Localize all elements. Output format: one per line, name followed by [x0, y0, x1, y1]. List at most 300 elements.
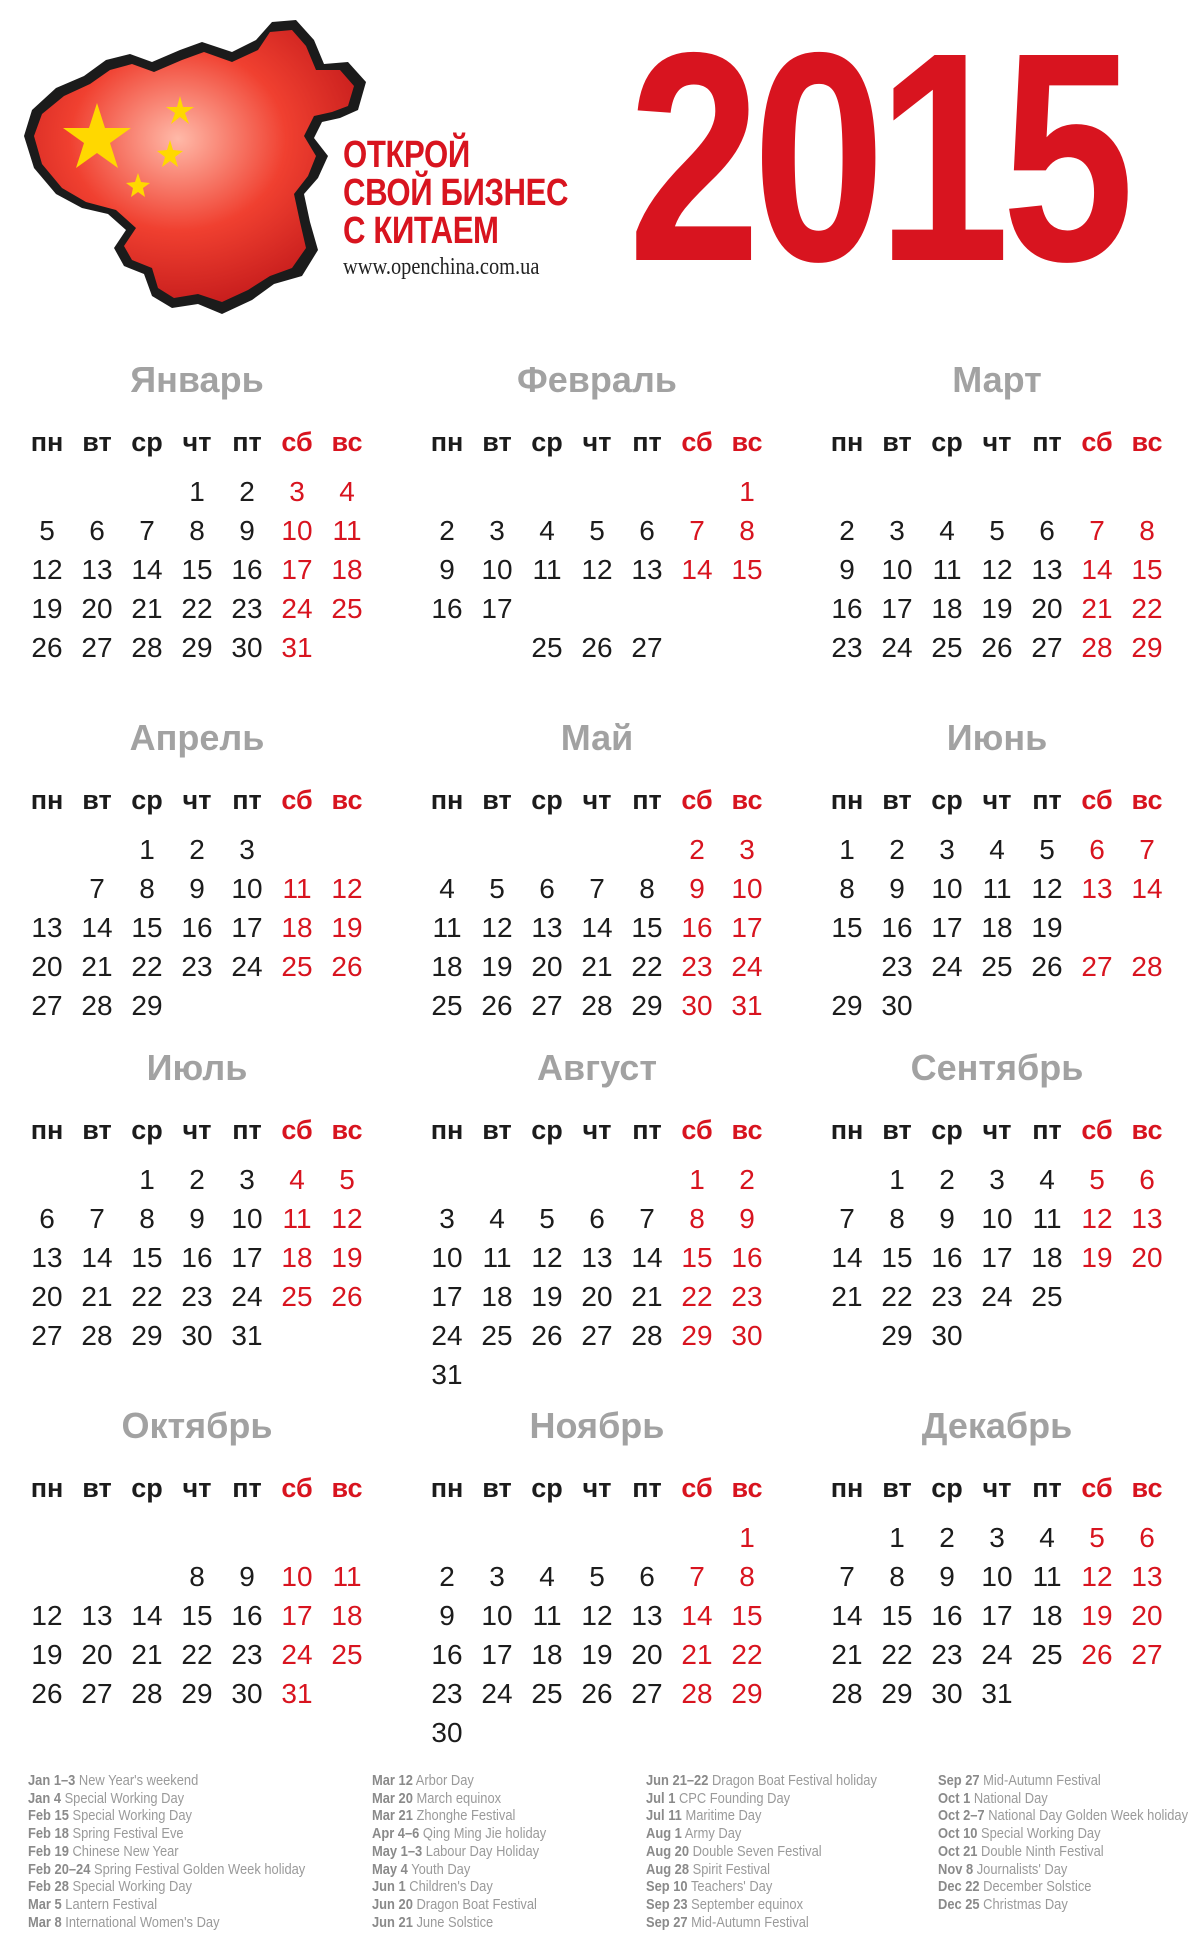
holiday-text: Maritime Day — [681, 1807, 762, 1825]
day-cell: 24 — [981, 1281, 1013, 1312]
day-cell: 15 — [881, 1600, 913, 1631]
day-cell: 6 — [589, 1203, 605, 1234]
day-cell: 8 — [189, 1561, 205, 1592]
day-cell: 5 — [589, 515, 605, 546]
day-cell: 16 — [181, 1242, 213, 1273]
weekday-label: пт — [1032, 1115, 1062, 1145]
day-cell: 8 — [639, 873, 655, 904]
weekday-label: вс — [731, 1473, 763, 1503]
day-cell: 17 — [881, 593, 913, 624]
holiday-date: Mar 5 — [28, 1895, 62, 1913]
day-cell: 25 — [481, 1320, 513, 1351]
holiday-day: 6 — [72, 1557, 122, 1596]
day-cell: 22 — [181, 593, 213, 624]
holiday-text: Christmas Day — [979, 1895, 1068, 1913]
day-cell: 9 — [889, 873, 905, 904]
day-cell: 6 — [1139, 1522, 1155, 1553]
day-cell: 8 — [689, 1203, 705, 1234]
day-cell: 15 — [131, 1242, 163, 1273]
holiday-date: Oct 1 — [938, 1789, 971, 1807]
holiday-text: Special Working Day — [60, 1789, 185, 1807]
day-cell: 12 — [1081, 1203, 1113, 1234]
day-cell: 29 — [131, 990, 163, 1021]
weekday-label: сб — [1081, 1115, 1113, 1145]
day-cell: 7 — [1139, 834, 1155, 865]
day-cell: 1 — [889, 1522, 905, 1553]
holiday-day: 4 — [272, 830, 322, 869]
weekday-label: сб — [1081, 427, 1113, 457]
holiday-text: Dragon Boat Festival — [412, 1895, 537, 1913]
holiday-item — [646, 1790, 877, 1808]
day-cell: 10 — [481, 554, 513, 585]
day-cell: 3 — [889, 515, 905, 546]
weekday-label: сб — [281, 1115, 313, 1145]
holiday-day: 21 — [1122, 908, 1172, 947]
day-cell: 17 — [431, 1281, 463, 1312]
holiday-item — [372, 1772, 546, 1790]
day-cell: 10 — [981, 1561, 1013, 1592]
day-cell: 2 — [239, 476, 255, 507]
day-cell: 5 — [1089, 1164, 1105, 1195]
day-cell: 3 — [489, 515, 505, 546]
weekday-label: вс — [731, 427, 763, 457]
day-cell: 20 — [1131, 1242, 1163, 1273]
day-cell: 3 — [239, 1164, 255, 1195]
holiday-text: CPC Founding Day — [675, 1789, 791, 1807]
weekday-label: ср — [531, 427, 563, 457]
weekday-label: сб — [1081, 785, 1113, 815]
day-cell: 17 — [981, 1600, 1013, 1631]
day-cell: 21 — [131, 593, 163, 624]
day-cell: 20 — [31, 951, 63, 982]
holiday-date: Nov 8 — [938, 1860, 974, 1878]
weekday-label: вт — [82, 785, 112, 815]
day-cell: 23 — [881, 951, 913, 982]
day-cell: 30 — [431, 1717, 463, 1748]
holiday-text: Mid-Autumn Festival — [687, 1913, 809, 1931]
holiday-item — [28, 1843, 305, 1861]
day-cell: 21 — [581, 951, 613, 982]
day-cell: 7 — [689, 1561, 705, 1592]
weekday-label: пт — [632, 785, 662, 815]
day-cell: 25 — [331, 593, 363, 624]
weekday-label: пт — [632, 1115, 662, 1145]
day-cell: 24 — [481, 1678, 513, 1709]
holiday-date: Dec 22 — [938, 1878, 980, 1896]
day-cell: 15 — [181, 554, 213, 585]
day-cell: 14 — [681, 1600, 713, 1631]
weekday-label: пн — [430, 785, 464, 815]
day-cell: 21 — [831, 1281, 863, 1312]
weekday-label: чт — [582, 427, 612, 457]
day-cell: 26 — [31, 632, 63, 663]
day-cell: 2 — [439, 515, 455, 546]
month-name: Май — [560, 717, 634, 758]
day-cell: 4 — [539, 1561, 555, 1592]
day-cell: 30 — [181, 1320, 213, 1351]
holiday-day: 5 — [322, 830, 372, 869]
day-cell: 16 — [431, 593, 463, 624]
day-cell: 2 — [739, 1164, 755, 1195]
day-cell: 25 — [331, 1639, 363, 1670]
day-cell: 17 — [481, 593, 513, 624]
holiday-day: 28 — [822, 1316, 872, 1355]
day-cell: 3 — [989, 1522, 1005, 1553]
holiday-item — [646, 1807, 877, 1825]
day-cell: 9 — [939, 1561, 955, 1592]
holiday-text: National Day — [970, 1789, 1048, 1807]
weekday-label: вт — [482, 1115, 512, 1145]
holiday-text: Special Working Day — [68, 1807, 192, 1825]
day-cell: 7 — [1089, 515, 1105, 546]
weekday-label: сб — [1081, 1473, 1113, 1503]
month-name: Январь — [130, 359, 264, 400]
day-cell: 28 — [1081, 632, 1113, 663]
day-cell: 30 — [681, 990, 713, 1021]
weekday-label: пт — [232, 427, 262, 457]
day-cell: 26 — [531, 1320, 563, 1351]
day-cell: 4 — [539, 515, 555, 546]
day-cell: 17 — [931, 912, 963, 943]
day-cell: 11 — [982, 873, 1012, 904]
day-cell: 10 — [231, 1203, 263, 1234]
weekday-label: вс — [331, 1473, 363, 1503]
holiday-date: Feb 28 — [28, 1878, 69, 1896]
day-cell: 6 — [639, 1561, 655, 1592]
day-cell: 5 — [489, 873, 505, 904]
holiday-day: 7 — [122, 1557, 172, 1596]
day-cell: 9 — [189, 1203, 205, 1234]
holiday-text: Spring Festival Eve — [68, 1825, 184, 1843]
holiday-item — [646, 1772, 877, 1790]
day-cell: 17 — [281, 1600, 313, 1631]
day-cell: 19 — [1031, 912, 1063, 943]
holiday-date: Aug 20 — [646, 1842, 690, 1860]
day-cell: 15 — [631, 912, 663, 943]
day-cell: 17 — [231, 1242, 263, 1273]
day-cell: 6 — [1139, 1164, 1155, 1195]
weekday-label: пн — [830, 1473, 864, 1503]
holiday-day: 24 — [472, 628, 522, 667]
day-cell: 30 — [231, 1678, 263, 1709]
day-cell: 2 — [889, 834, 905, 865]
day-cell: 18 — [281, 1242, 313, 1273]
weekday-label: пн — [430, 427, 464, 457]
day-cell: 4 — [1039, 1164, 1055, 1195]
holiday-item — [938, 1843, 1188, 1861]
day-cell: 28 — [681, 1678, 713, 1709]
day-cell: 22 — [181, 1639, 213, 1670]
day-cell: 27 — [1031, 632, 1063, 663]
holiday-day: 27 — [1122, 1277, 1172, 1316]
day-cell: 13 — [1031, 554, 1063, 585]
weekday-label: вт — [82, 1473, 112, 1503]
weekday-label: вс — [731, 1115, 763, 1145]
weekday-label: пт — [1032, 1473, 1062, 1503]
day-cell: 27 — [1081, 951, 1113, 982]
day-cell: 28 — [131, 1678, 163, 1709]
weekday-label: ср — [131, 785, 163, 815]
day-cell: 24 — [431, 1320, 463, 1351]
day-cell: 23 — [231, 593, 263, 624]
day-cell: 14 — [131, 1600, 163, 1631]
day-cell: 16 — [831, 593, 863, 624]
holiday-item — [372, 1861, 546, 1879]
day-cell: 23 — [431, 1678, 463, 1709]
day-cell: 12 — [331, 873, 363, 904]
day-cell: 22 — [131, 951, 163, 982]
day-cell: 3 — [989, 1164, 1005, 1195]
day-cell: 5 — [1039, 834, 1055, 865]
weekday-label: ср — [531, 1473, 563, 1503]
day-cell: 30 — [881, 990, 913, 1021]
brand-line: С КИТАЕМ — [343, 210, 499, 252]
holiday-date: Feb 15 — [28, 1807, 69, 1825]
holiday-date: Aug 1 — [646, 1825, 682, 1843]
month-name: Март — [952, 359, 1042, 400]
day-cell: 22 — [881, 1281, 913, 1312]
day-cell: 26 — [331, 951, 363, 982]
day-cell: 1 — [739, 476, 755, 507]
day-cell: 18 — [281, 912, 313, 943]
month-name: Ноябрь — [529, 1405, 665, 1446]
day-cell: 27 — [31, 1320, 63, 1351]
day-cell: 12 — [31, 1600, 63, 1631]
month-name: Сентябрь — [910, 1047, 1084, 1088]
day-cell: 26 — [581, 632, 613, 663]
holiday-day: 4 — [322, 1518, 372, 1557]
day-cell: 19 — [331, 912, 363, 943]
day-cell: 6 — [1089, 834, 1105, 865]
day-cell: 24 — [981, 1639, 1013, 1670]
day-cell: 19 — [331, 1242, 363, 1273]
day-cell: 11 — [432, 912, 462, 943]
holiday-text: Double Seven Festival — [689, 1842, 822, 1860]
weekday-label: ср — [131, 1115, 163, 1145]
holiday-text: Qing Ming Jie holiday — [419, 1825, 547, 1843]
day-cell: 20 — [81, 593, 113, 624]
day-cell: 29 — [1131, 632, 1163, 663]
day-cell: 5 — [589, 1561, 605, 1592]
weekday-label: вс — [1131, 1115, 1163, 1145]
day-cell: 27 — [581, 1320, 613, 1351]
day-cell: 25 — [281, 951, 313, 982]
weekday-label: вс — [331, 427, 363, 457]
day-cell: 26 — [1031, 951, 1063, 982]
holiday-item — [372, 1790, 546, 1808]
day-cell: 7 — [89, 873, 105, 904]
weekday-label: пн — [830, 785, 864, 815]
day-cell: 3 — [939, 834, 955, 865]
day-cell: 7 — [689, 515, 705, 546]
day-cell: 12 — [581, 1600, 613, 1631]
day-cell: 3 — [439, 1203, 455, 1234]
day-cell: 28 — [581, 990, 613, 1021]
day-cell: 21 — [81, 1281, 113, 1312]
day-cell: 21 — [631, 1281, 663, 1312]
day-cell: 11 — [332, 1561, 362, 1592]
holiday-item — [646, 1843, 877, 1861]
holiday-item — [28, 1914, 305, 1932]
weekday-label: пн — [830, 1115, 864, 1145]
day-cell: 29 — [881, 1678, 913, 1709]
day-cell: 21 — [681, 1639, 713, 1670]
day-cell: 11 — [282, 1203, 312, 1234]
holiday-text: September equinox — [687, 1895, 804, 1913]
holiday-item — [372, 1896, 546, 1914]
day-cell: 18 — [481, 1281, 513, 1312]
weekday-label: ср — [531, 1115, 563, 1145]
day-cell: 8 — [889, 1561, 905, 1592]
day-cell: 21 — [131, 1639, 163, 1670]
holiday-day: 6 — [22, 869, 72, 908]
holiday-text: New Year's weekend — [75, 1772, 199, 1789]
day-cell: 9 — [239, 1561, 255, 1592]
day-cell: 17 — [731, 912, 763, 943]
holiday-column — [28, 1772, 350, 1931]
day-cell: 5 — [539, 1203, 555, 1234]
day-cell: 27 — [531, 990, 563, 1021]
holiday-text: Spring Festival Golden Week holiday — [90, 1860, 306, 1878]
weekday-label: ср — [131, 427, 163, 457]
day-cell: 26 — [481, 990, 513, 1021]
holiday-date: Mar 12 — [372, 1772, 413, 1789]
day-cell: 10 — [281, 515, 313, 546]
day-cell: 26 — [981, 632, 1013, 663]
day-cell: 6 — [1039, 515, 1055, 546]
month-name: Апрель — [129, 717, 265, 758]
weekday-label: сб — [281, 785, 313, 815]
holiday-column — [646, 1772, 914, 1931]
day-cell: 6 — [639, 515, 655, 546]
holiday-day: 21 — [672, 589, 722, 628]
day-cell: 10 — [481, 1600, 513, 1631]
holiday-item — [28, 1861, 305, 1879]
day-cell: 10 — [231, 873, 263, 904]
day-cell: 15 — [131, 912, 163, 943]
day-cell: 14 — [131, 554, 163, 585]
day-cell: 31 — [281, 1678, 313, 1709]
day-cell: 22 — [881, 1639, 913, 1670]
day-cell: 25 — [1031, 1281, 1063, 1312]
day-cell: 22 — [681, 1281, 713, 1312]
weekday-label: вс — [1131, 785, 1163, 815]
day-cell: 6 — [89, 515, 105, 546]
weekday-label: сб — [281, 1473, 313, 1503]
weekday-label: пн — [30, 1473, 64, 1503]
day-cell: 19 — [481, 951, 513, 982]
day-cell: 9 — [439, 554, 455, 585]
day-cell: 11 — [482, 1242, 512, 1273]
weekday-label: сб — [281, 427, 313, 457]
holiday-date: May 4 — [372, 1860, 408, 1878]
day-cell: 15 — [181, 1600, 213, 1631]
holiday-text: International Women's Day — [61, 1913, 220, 1931]
weekday-label: пт — [1032, 427, 1062, 457]
day-cell: 14 — [631, 1242, 663, 1273]
holiday-day: 19 — [572, 589, 622, 628]
day-cell: 16 — [681, 912, 713, 943]
day-cell: 16 — [881, 912, 913, 943]
day-cell: 30 — [231, 632, 263, 663]
day-cell: 25 — [931, 632, 963, 663]
weekday-label: ср — [931, 427, 963, 457]
day-cell: 2 — [189, 1164, 205, 1195]
day-cell: 12 — [31, 554, 63, 585]
holiday-item — [28, 1772, 305, 1790]
holiday-day: 2 — [222, 1518, 272, 1557]
day-cell: 8 — [839, 873, 855, 904]
day-cell: 24 — [231, 951, 263, 982]
holiday-text: Mid-Autumn Festival — [979, 1772, 1101, 1789]
day-cell: 27 — [81, 1678, 113, 1709]
weekday-label: вт — [882, 427, 912, 457]
brand-line: СВОЙ БИЗНЕС — [343, 172, 569, 214]
day-cell: 20 — [581, 1281, 613, 1312]
month-name: Август — [537, 1047, 657, 1088]
day-cell: 23 — [931, 1281, 963, 1312]
day-cell: 14 — [81, 1242, 113, 1273]
day-cell: 2 — [939, 1164, 955, 1195]
day-cell: 2 — [689, 834, 705, 865]
holiday-text: Spirit Festival — [689, 1860, 771, 1878]
day-cell: 20 — [1131, 1600, 1163, 1631]
day-cell: 3 — [289, 476, 305, 507]
holiday-column — [938, 1772, 1200, 1914]
day-cell: 29 — [131, 1320, 163, 1351]
brand-line: ОТКРОЙ — [343, 134, 470, 176]
day-cell: 25 — [531, 632, 563, 663]
day-cell: 13 — [581, 1242, 613, 1273]
weekday-label: сб — [681, 427, 713, 457]
day-cell: 18 — [331, 1600, 363, 1631]
day-cell: 14 — [81, 912, 113, 943]
holiday-item — [646, 1896, 877, 1914]
day-cell: 2 — [189, 834, 205, 865]
weekday-label: вс — [331, 785, 363, 815]
day-cell: 29 — [681, 1320, 713, 1351]
holiday-date: Jun 21 — [372, 1913, 413, 1931]
day-cell: 6 — [39, 1203, 55, 1234]
weekday-label: пт — [632, 427, 662, 457]
day-cell: 11 — [1032, 1561, 1062, 1592]
day-cell: 9 — [739, 1203, 755, 1234]
day-cell: 18 — [1031, 1600, 1063, 1631]
day-cell: 27 — [631, 632, 663, 663]
day-cell: 23 — [231, 1639, 263, 1670]
day-cell: 5 — [39, 515, 55, 546]
holiday-item — [938, 1772, 1188, 1790]
day-cell: 27 — [631, 1678, 663, 1709]
day-cell: 18 — [981, 912, 1013, 943]
weekday-label: пт — [232, 1115, 262, 1145]
holiday-date: Mar 21 — [372, 1807, 413, 1825]
weekday-label: пн — [30, 785, 64, 815]
day-cell: 24 — [881, 632, 913, 663]
day-cell: 15 — [731, 554, 763, 585]
day-cell: 7 — [839, 1561, 855, 1592]
holiday-day: 1 — [622, 830, 672, 869]
day-cell: 20 — [81, 1639, 113, 1670]
holiday-date: Jun 1 — [372, 1878, 406, 1896]
day-cell: 25 — [531, 1678, 563, 1709]
day-cell: 10 — [981, 1203, 1013, 1234]
holiday-item — [372, 1807, 546, 1825]
weekday-label: вт — [882, 785, 912, 815]
day-cell: 16 — [181, 912, 213, 943]
day-cell: 16 — [431, 1639, 463, 1670]
holiday-date: Feb 19 — [28, 1842, 69, 1860]
